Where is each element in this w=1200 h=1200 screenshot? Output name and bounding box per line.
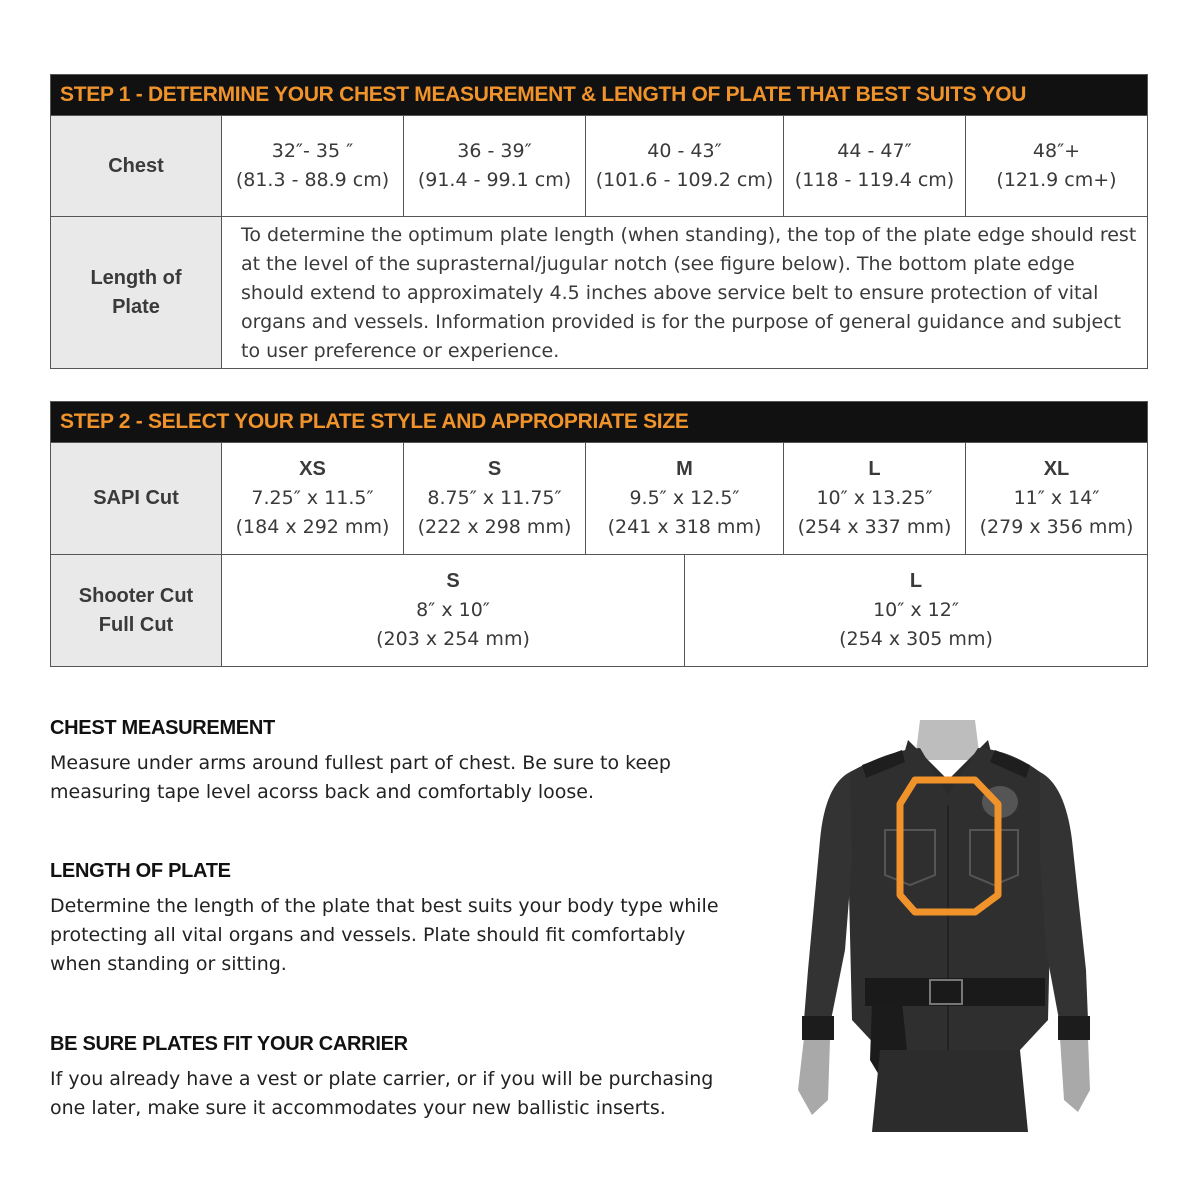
length-label-line: Length of: [90, 266, 182, 289]
size-letter: L: [868, 458, 881, 480]
chest-measurement-section: [50, 717, 770, 807]
chest-inches: 40 - 43″: [647, 140, 722, 162]
officer-figure: [790, 720, 1090, 1132]
chest-inches: 44 - 47″: [837, 140, 912, 162]
shooter-size-cell: [684, 555, 1147, 666]
sapi-size-cell: [965, 443, 1147, 554]
size-letter: L: [909, 570, 923, 592]
size-mm: (184 x 292 mm): [235, 516, 390, 538]
chest-cm: (101.6 - 109.2 cm): [595, 169, 774, 191]
carrier-fit-section: [50, 1033, 770, 1123]
chest-cm: (81.3 - 88.9 cm): [235, 169, 390, 191]
size-inches: 7.25″ x 11.5″: [251, 487, 374, 509]
size-mm: (254 x 305 mm): [839, 628, 993, 650]
chest-size-cell: [783, 116, 965, 216]
chest-size-cell: [965, 116, 1147, 216]
size-inches: 10″ x 12″: [873, 599, 959, 621]
shooter-size-cell: [221, 555, 684, 666]
section-title: CHEST MEASUREMENT: [50, 717, 275, 739]
shooter-label-line: Full Cut: [98, 613, 174, 636]
step1-header: STEP 1 - DETERMINE YOUR CHEST MEASUREMENT & LENGTH OF PLATE THAT BEST SUITS YOU: [51, 75, 1147, 115]
section-body: [50, 749, 770, 807]
chest-cm: (91.4 - 99.1 cm): [417, 169, 572, 191]
size-letter: S: [487, 458, 502, 480]
section-body: [50, 1065, 770, 1123]
size-mm: (279 x 356 mm): [979, 516, 1134, 538]
chest-size-cell: [585, 116, 783, 216]
size-mm: (254 x 337 mm): [797, 516, 952, 538]
sapi-size-cell: [221, 443, 403, 554]
sapi-size-cell: [585, 443, 783, 554]
length-label-line: Plate: [112, 295, 160, 318]
chest-inches: 36 - 39″: [457, 140, 532, 162]
length-description: To determine the optimum plate length (when standing), the top of the plate edge should rest at the level of the suprasternal/jugular notch (see figure below). The bottom plate edge should extend to approximately 4.5 inches above service belt to ensure protection of vital organs and vessels. Information provided is for the purpose of general guidance and subject to user preference or experience.: [221, 217, 1147, 368]
step2-header: STEP 2 - SELECT YOUR PLATE STYLE AND APPROPRIATE SIZE: [51, 402, 1147, 442]
size-inches: 9.5″ x 12.5″: [629, 487, 740, 509]
section-line: Measure under arms around fullest part of chest. Be sure to keep: [50, 752, 671, 774]
section-title: LENGTH OF PLATE: [50, 860, 231, 882]
chest-size-cell: [403, 116, 585, 216]
sapi-label: SAPI Cut: [51, 443, 221, 554]
size-letter: XL: [1043, 458, 1070, 480]
chest-cm: (118 - 119.4 cm): [794, 169, 955, 191]
section-line: one later, make sure it accommodates your new ballistic inserts.: [50, 1097, 666, 1119]
section-body: [50, 892, 770, 979]
size-letter: M: [676, 458, 693, 480]
section-line: when standing or sitting.: [50, 953, 287, 975]
section-line: Determine the length of the plate that best suits your body type while: [50, 895, 719, 917]
length-row: [51, 216, 1147, 368]
sapi-size-cell: [403, 443, 585, 554]
shooter-row: [51, 554, 1147, 666]
chest-inches: 48″+: [1032, 140, 1081, 162]
sapi-size-cell: [783, 443, 965, 554]
size-mm: (241 x 318 mm): [607, 516, 762, 538]
shooter-label-line: Shooter Cut: [78, 584, 194, 607]
section-line: measuring tape level acorss back and comfortably loose.: [50, 781, 595, 803]
size-inches: 8.75″ x 11.75″: [427, 487, 562, 509]
size-inches: 11″ x 14″: [1013, 487, 1100, 509]
chest-row: [51, 115, 1147, 216]
officer-plate-illustration-icon: [790, 720, 1090, 1132]
section-line: protecting all vital organs and vessels. Plate should fit comfortably: [50, 924, 686, 946]
size-mm: (222 x 298 mm): [417, 516, 572, 538]
chest-size-cell: [221, 116, 403, 216]
length-of-plate-section: [50, 860, 770, 979]
shooter-label: [51, 555, 221, 666]
chest-cm: (121.9 cm+): [996, 169, 1117, 191]
size-letter: XS: [299, 458, 326, 480]
size-mm: (203 x 254 mm): [376, 628, 530, 650]
length-label: [51, 217, 221, 368]
chest-inches: 32″- 35 ″: [271, 140, 354, 162]
size-inches: 8″ x 10″: [416, 599, 490, 621]
step1-table: [50, 74, 1148, 369]
section-title: BE SURE PLATES FIT YOUR CARRIER: [50, 1033, 408, 1055]
size-letter: S: [446, 570, 460, 592]
sapi-row: [51, 442, 1147, 554]
size-inches: 10″ x 13.25″: [816, 487, 933, 509]
section-line: If you already have a vest or plate carrier, or if you will be purchasing: [50, 1068, 714, 1090]
chest-label: Chest: [51, 116, 221, 216]
step2-table: [50, 401, 1148, 667]
